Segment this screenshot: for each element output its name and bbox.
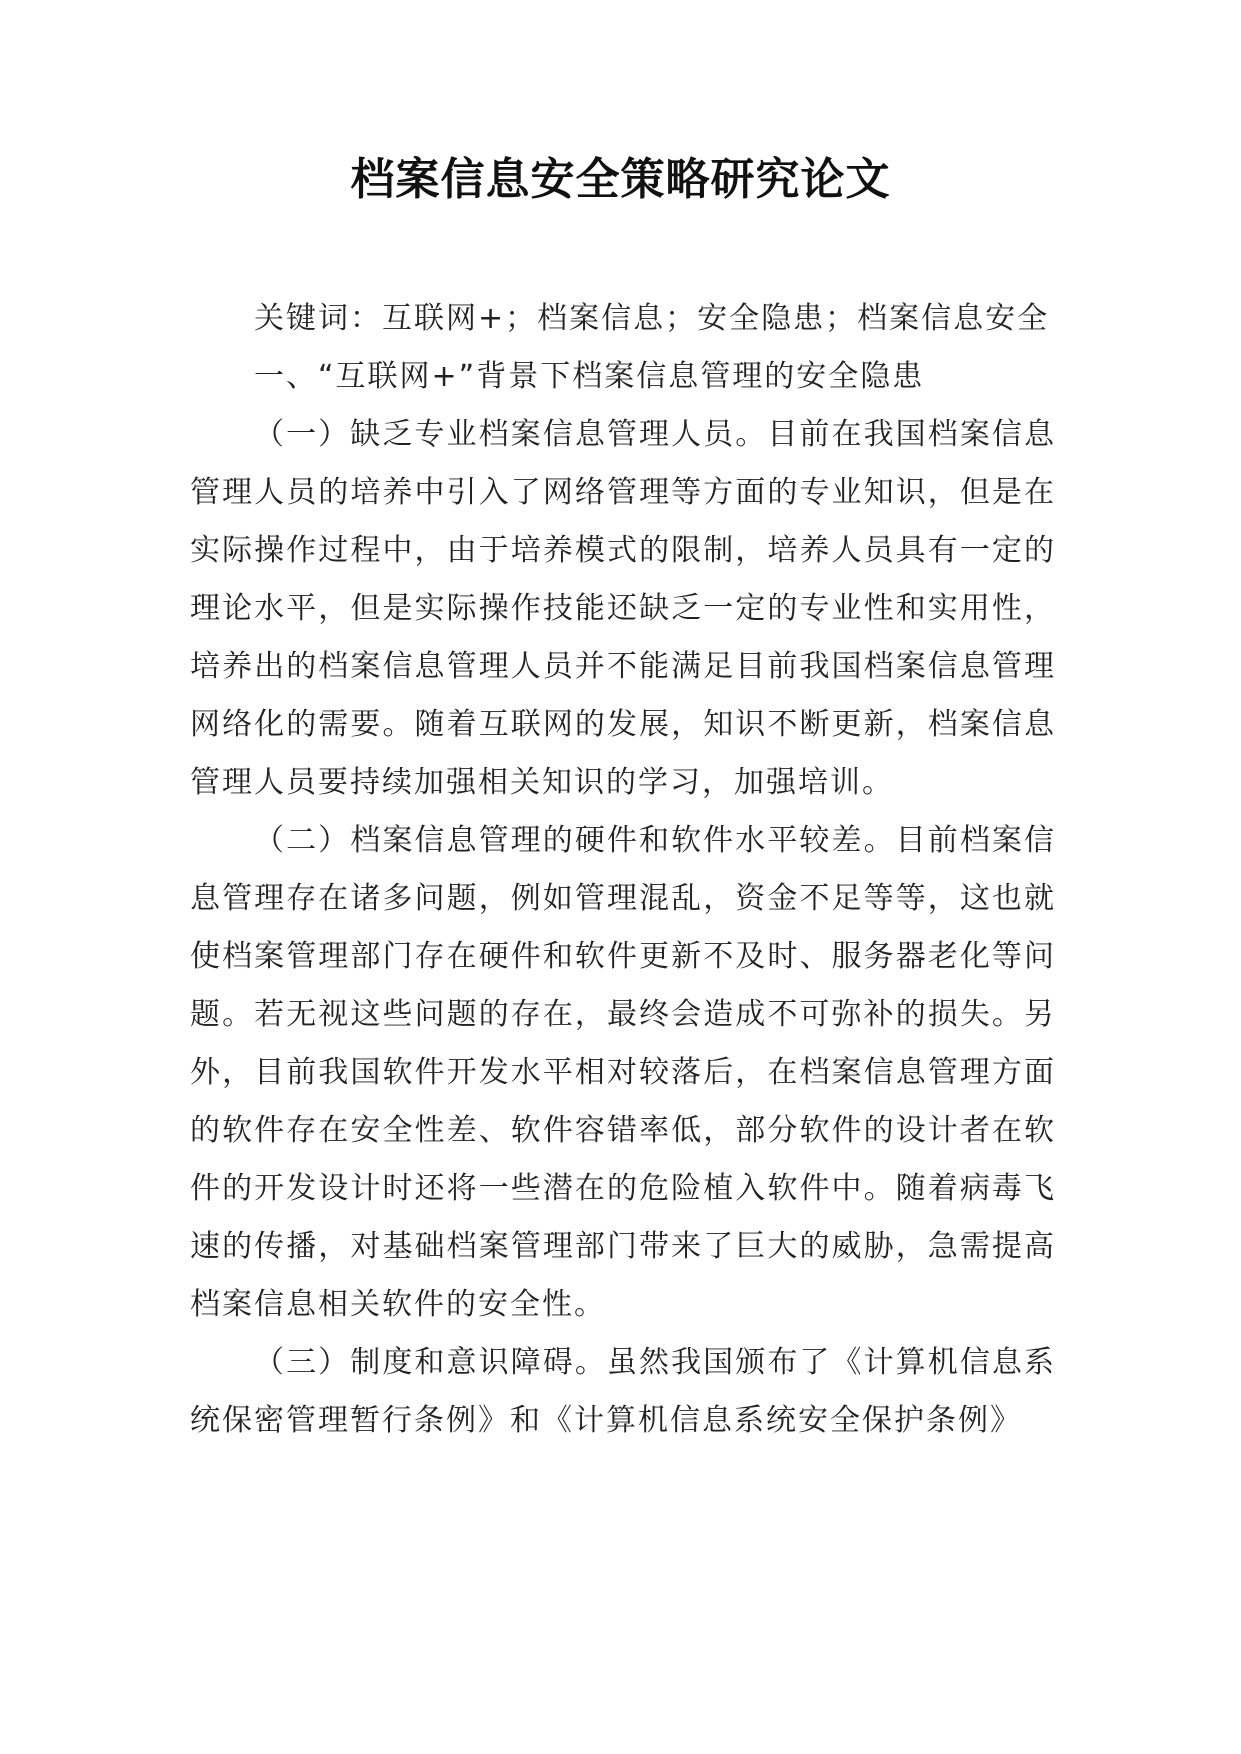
paragraph-2: （二）档案信息管理的硬件和软件水平较差。目前档案信息管理存在诸多问题，例如管理混乱，资金不足等等，这也就使档案管理部门存在硬件和软件更新不及时、服务器老化等问题。若无视这些问题的存在，最终会造成不可弥补的损失。另外，目前我国软件开发水平相对较落后，在档案信息管理方面的软件存在安全性差、软件容错率低，部分软件的设计者在软件的开发设计时还将一些潜在的危险植入软件中。随着病毒飞速的传播，对基础档案管理部门带来了巨大的威胁，急需提高档案信息相关软件的安全性。 [190,823,1056,1322]
keywords-paragraph: 关键词：互联网+；档案信息；安全隐患；档案信息安全 [254,301,1050,336]
paragraph-1: （一）缺乏专业档案信息管理人员。目前在我国档案信息管理人员的培养中引入了网络管理等方面的专业知识，但是在实际操作过程中，由于培养模式的限制，培养人员具有一定的理论水平，但是实际操作技能还缺乏一定的专业性和实用性，培养出的档案信息管理人员并不能满足目前我国档案信息管理网络化的需要。随着互联网的发展，知识不断更新，档案信息管理人员要持续加强相关知识的学习，加强培训。 [190,417,1056,800]
section-heading-1: 一、“互联网+”背景下档案信息管理的安全隐患 [254,359,925,394]
paragraph-3: （三）制度和意识障碍。虽然我国颁布了《计算机信息系统保密管理暂行条例》和《计算机信息系统安全保护条例》 [190,1345,1056,1438]
document-body [190,290,1056,1450]
document-title: 档案信息安全策略研究论文 [350,154,891,205]
